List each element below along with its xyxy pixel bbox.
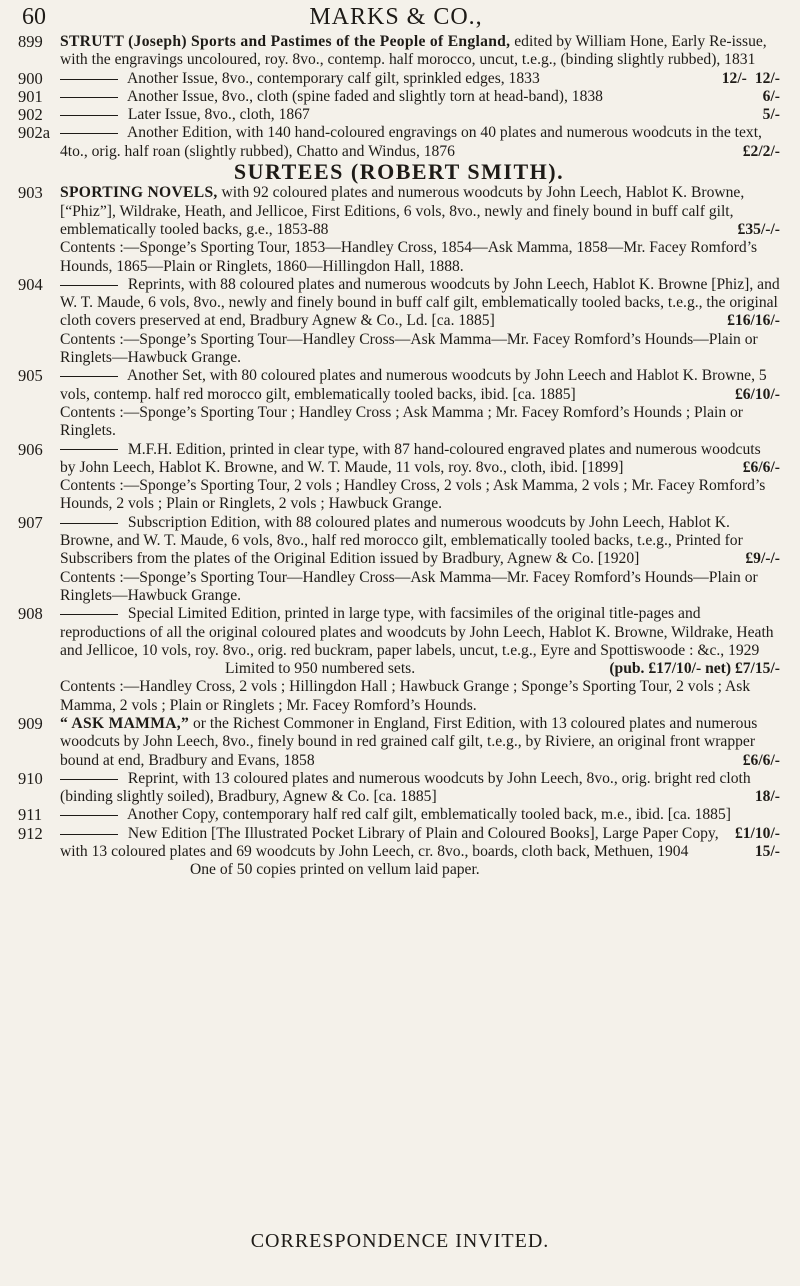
- entry-905: [18, 367, 780, 440]
- entry-price: (pub. £17/10/- net) £7/15/-: [609, 660, 780, 678]
- entry-description: Another Copy, contemporary half red calf gilt, emblematically tooled back, m.e., ibid. [ca. 1885]: [127, 806, 731, 824]
- entry-912: [18, 825, 780, 880]
- entry-909: [18, 715, 780, 770]
- ditto-rule: [60, 79, 118, 80]
- entry-price: £2/2/-: [742, 142, 780, 160]
- entry-contents: Contents :—Sponge’s Sporting Tour, 1853—Handley Cross, 1854—Ask Mamma, 1858—Mr. Facey Romford’s Hounds, 1865—Plain or Ringlets, 1860—Hillingdon Hall, 1888.: [60, 239, 758, 275]
- entry-description: M.F.H. Edition, printed in clear type, with 87 hand-coloured engraved plates and numerous woodcuts by John Leech, Hablot K. Browne, and W. T. Maude, 11 vols, roy. 8vo., cloth, ibid. [1899]: [60, 440, 761, 476]
- lot-number: 912: [18, 823, 43, 843]
- entry-price: £9/-/-: [745, 550, 780, 568]
- lot-number: 900: [18, 68, 43, 88]
- entry-price: £1/10/-: [734, 824, 780, 842]
- limitation-note: Limited to 950 numbered sets.: [225, 660, 416, 678]
- lot-number: 908: [18, 604, 43, 624]
- entry-900: [18, 70, 780, 88]
- ditto-rule: [60, 449, 118, 450]
- entry-description: Reprints, with 88 coloured plates and numerous woodcuts by John Leech, Hablot K. Browne [Phiz], and W. T. Maude, 6 vols, 8vo., newly and finely bound in buff calf gilt, emblematically tooled backs, t.e.g., the original cloth covers preserved at end, Bradbury Agnew & Co., Ld. [ca. 1885]: [60, 275, 780, 330]
- entry-description: Another Set, with 80 coloured plates and numerous woodcuts by John Leech and Hablot K. Browne, 5 vols, contemp. half red morocco gilt, emblematically tooled backs, ibid. [ca. 1885]: [60, 367, 767, 403]
- ditto-rule: [60, 779, 118, 780]
- entry-price: £35/-/-: [737, 220, 780, 238]
- limitation-note: One of 50 copies printed on vellum laid paper.: [190, 861, 480, 879]
- entry-908: [18, 605, 780, 715]
- entry-description: New Edition [The Illustrated Pocket Library of Plain and Coloured Books], Large Paper Copy, with 13 coloured plates and 69 woodcuts by John Leech, cr. 8vo., boards, cloth back, Methuen, 1904: [60, 824, 719, 861]
- entry-price: £6/10/-: [734, 385, 780, 403]
- running-head: MARKS & CO.,: [309, 4, 483, 30]
- entry-price: £6/6/-: [742, 751, 780, 769]
- footer-note: CORRESPONDENCE INVITED.: [250, 1230, 550, 1252]
- lot-number: 903: [18, 183, 43, 203]
- ditto-rule: [60, 834, 118, 835]
- ditto-rule: [60, 97, 118, 98]
- lot-number: 910: [18, 768, 43, 788]
- lot-number: 902a: [18, 123, 51, 143]
- entry-price: 15/-: [754, 843, 780, 861]
- ditto-rule: [60, 614, 118, 615]
- entry-907: [18, 514, 780, 605]
- entry-contents: Contents :—Handley Cross, 2 vols ; Hillingdon Hall ; Hawbuck Grange ; Sponge’s Sporting Tour, 2 vols ; Ask Mamma, 2 vols ; Plain or Ringlets ; Mr. Facey Romford’s Hounds.: [60, 678, 751, 714]
- entry-price: £6/6/-: [742, 458, 780, 476]
- entry-price: £16/16/-: [727, 312, 780, 330]
- entry-price: 18/-: [754, 788, 780, 806]
- ditto-rule: [60, 815, 118, 816]
- entry-902: [18, 106, 780, 124]
- lot-number: 905: [18, 366, 43, 386]
- entry-description: Another Edition, with 140 hand-coloured engravings on 40 plates and numerous woodcuts in the text, 4to., orig. half roan (slightly rubbed), Chatto and Windus, 1876: [60, 124, 762, 160]
- entry-price: 5/-: [762, 106, 780, 124]
- entry-902a: [18, 124, 780, 161]
- entry-contents: Contents :—Sponge’s Sporting Tour, 2 vols ; Handley Cross, 2 vols ; Ask Mamma, 2 vols ; Mr. Facey Romford’s Hounds, 2 vols ; Plain or Ringlets, 2 vols ; Hawbuck Grange.: [60, 477, 766, 513]
- ditto-rule: [60, 376, 118, 377]
- lot-number: 904: [18, 274, 43, 294]
- entry-906: [18, 441, 780, 514]
- entry-description: Special Limited Edition, printed in large type, with facsimiles of the original title-pages and reproductions of all the original coloured plates and woodcuts by John Leech, Hablot K. Browne, Wildrake, Heath and Jellicoe, 10 vols, roy. 8vo., orig. red buckram, paper labels, uncut, t.e.g., Eyre and Spottiswoode : &c., 1929: [60, 605, 774, 659]
- ditto-rule: [60, 523, 118, 524]
- catalogue-entries: [18, 33, 780, 880]
- lot-number: 909: [18, 713, 43, 733]
- ditto-rule: [60, 115, 118, 116]
- lot-number: 907: [18, 512, 43, 532]
- entry-price: 6/-: [762, 87, 780, 105]
- entry-description: Subscription Edition, with 88 coloured plates and numerous woodcuts by John Leech, Hablot K. Browne, and W. T. Maude, 6 vols, 8vo., half red morocco gilt, emblematically tooled backs, t.e.g., Printed for Subscribers from the plates of the Original Edition issued by Bradbury, Agnew & Co. [1920]: [60, 513, 743, 568]
- lot-number: 902: [18, 105, 43, 125]
- entry-description: with 92 coloured plates and numerous woodcuts by John Leech, Hablot K. Browne, [“Phiz”], Wildrake, Heath, and Jellicoe, First Editions, 6 vols, 8vo., newly and finely bound in buff calf gilt, emblematically tooled backs, g.e., 1853-88: [60, 184, 745, 238]
- entry-contents: Contents :—Sponge’s Sporting Tour—Handley Cross—Ask Mamma—Mr. Facey Romford’s Hounds—Plain or Ringlets—Hawbuck Grange.: [60, 330, 758, 367]
- entry-904: [18, 276, 780, 367]
- entry-description: Later Issue, 8vo., cloth, 1867: [127, 106, 310, 124]
- lot-number: 911: [18, 805, 43, 825]
- entry-title: STRUTT (Joseph) Sports and Pastimes of the People of England,: [60, 33, 511, 50]
- ditto-rule: [60, 285, 118, 286]
- entry-title: SPORTING NOVELS,: [60, 184, 218, 202]
- ditto-rule: [60, 133, 118, 134]
- page-header: [22, 4, 770, 30]
- entry-price: 12/-: [721, 69, 747, 87]
- entry-description: Another Issue, 8vo., cloth (spine faded and slightly torn at head-band), 1838: [127, 87, 603, 105]
- entry-contents: Contents :—Sponge’s Sporting Tour ; Handley Cross ; Ask Mamma ; Mr. Facey Romford’s Hounds ; Plain or Ringlets.: [60, 403, 744, 440]
- page-number: 60: [22, 4, 46, 30]
- lot-number: 899: [18, 32, 43, 51]
- entry-contents: Contents :—Sponge’s Sporting Tour—Handley Cross—Ask Mamma—Mr. Facey Romford’s Hounds—Plain or Ringlets—Hawbuck Grange.: [60, 568, 758, 604]
- lot-number: 901: [18, 86, 43, 106]
- entry-description: edited by William Hone, Early Re-issue, with the engravings uncoloured, roy. 8vo., contemp. half morocco, uncut, t.e.g., (binding slightly rubbed), 1831: [60, 33, 767, 69]
- lot-number: 906: [18, 439, 43, 459]
- entry-description: Another Issue, 8vo., contemporary calf gilt, sprinkled edges, 1833: [127, 69, 540, 87]
- entry-description: Reprint, with 13 coloured plates and numerous woodcuts by John Leech, 8vo., orig. bright red cloth (binding slightly soiled), Bradbury, Agnew & Co. [ca. 1885]: [60, 769, 751, 806]
- entry-price: 12/-: [754, 69, 780, 87]
- entry-910: [18, 770, 780, 807]
- entry-903: [18, 184, 780, 275]
- author-heading: SURTEES (ROBERT SMITH).: [233, 159, 565, 185]
- entry-901: [18, 88, 780, 106]
- entry-title: “ ASK MAMMA,”: [60, 714, 190, 732]
- entry-description: or the Richest Commoner in England, First Edition, with 13 coloured plates and numerous woodcuts by John Leech, 8vo., finely bound in red grained calf gilt, t.e.g., by Riviere, an original front wrapper bound at end, Bradbury and Evans, 1858: [60, 714, 758, 769]
